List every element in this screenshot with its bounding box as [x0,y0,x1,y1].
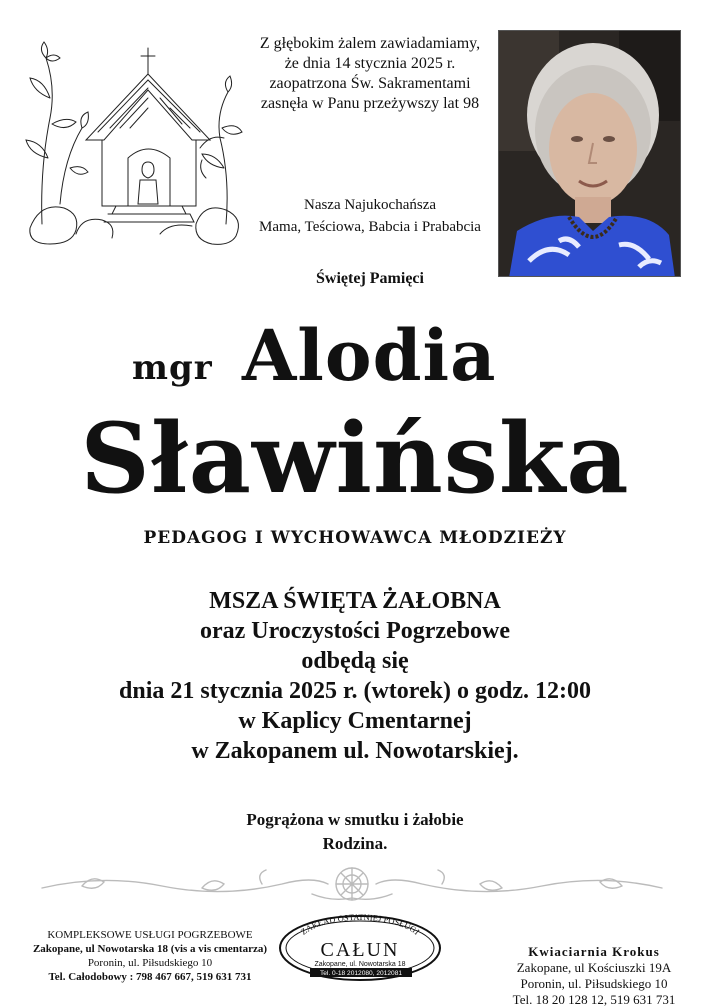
logo-top-text: ZAKŁAD OSTATNIEJ POSŁUGI [298,912,422,937]
mass-line: dnia 21 stycznia 2025 r. (wtorek) o godz. 12:00 [119,678,591,704]
mourners-line: Rodzina. [322,834,388,853]
mass-line: w Zakopanem ul. Nowotarskiej. [191,738,519,764]
intro-line: Z głębokim żalem zawiadamiamy, [259,35,481,52]
florist-info [478,944,710,1008]
mass-line: oraz Uroczystości Pogrzebowe [199,618,511,644]
mourners-line: Pogrążona w smutku i żałobie [246,810,464,829]
logo-phone: Tel. 0-18 2012080, 2012081 [319,970,403,977]
chapel-illustration [20,28,248,250]
academic-title: mgr [132,348,213,388]
mass-line: MSZA ŚWIĘTA ŻAŁOBNA [209,588,501,614]
mass-line: w Kaplicy Cmentarnej [238,708,472,734]
florist-address: Zakopane, ul Kościuszki 19A [516,960,672,975]
ornament-divider [22,864,682,904]
family-line: Nasza Najukochańsza [303,197,437,213]
profession: PEDAGOG I WYCHOWAWCA MŁODZIEŻY [143,528,567,548]
mourners-signature [0,808,710,856]
calun-logo [276,912,444,982]
surname: Sławińska [80,402,630,515]
announcement-intro [250,34,490,114]
memory-heading: Świętej Pamięci [316,270,424,287]
intro-line: zaopatrzona Św. Sakramentami [269,75,471,92]
funeral-mass-info [0,586,710,766]
portrait-photo [498,30,681,277]
mass-line: odbędą się [301,648,409,674]
first-name: Alodia [242,314,497,397]
family-relation [250,194,490,238]
funeral-home-name: KOMPLEKSOWE USŁUGI POGRZEBOWE [47,929,253,941]
family-line: Mama, Teściowa, Babcia i Prababcia [259,219,481,235]
florist-address-2: Poronin, ul. Piłsudskiego 10 [520,976,668,991]
funeral-home-info [14,928,286,984]
funeral-home-address-2: Poronin, ul. Piłsudskiego 10 [87,957,213,969]
florist-phone: Tel. 18 20 128 12, 519 631 731 [512,992,676,1007]
logo-address: Zakopane, ul. Nowotarska 18 [314,961,406,968]
funeral-home-address: Zakopane, ul Nowotarska 18 (vis a vis cmentarza) [32,943,268,955]
logo-name: CAŁUN [320,939,400,961]
funeral-home-phone: Tel. Całodobowy : 798 467 667, 519 631 731 [48,971,252,983]
intro-line: że dnia 14 stycznia 2025 r. [284,55,456,72]
intro-line: zasnęła w Panu przeżywszy lat 98 [260,95,480,112]
florist-name: Kwiaciarnia Krokus [528,944,660,959]
